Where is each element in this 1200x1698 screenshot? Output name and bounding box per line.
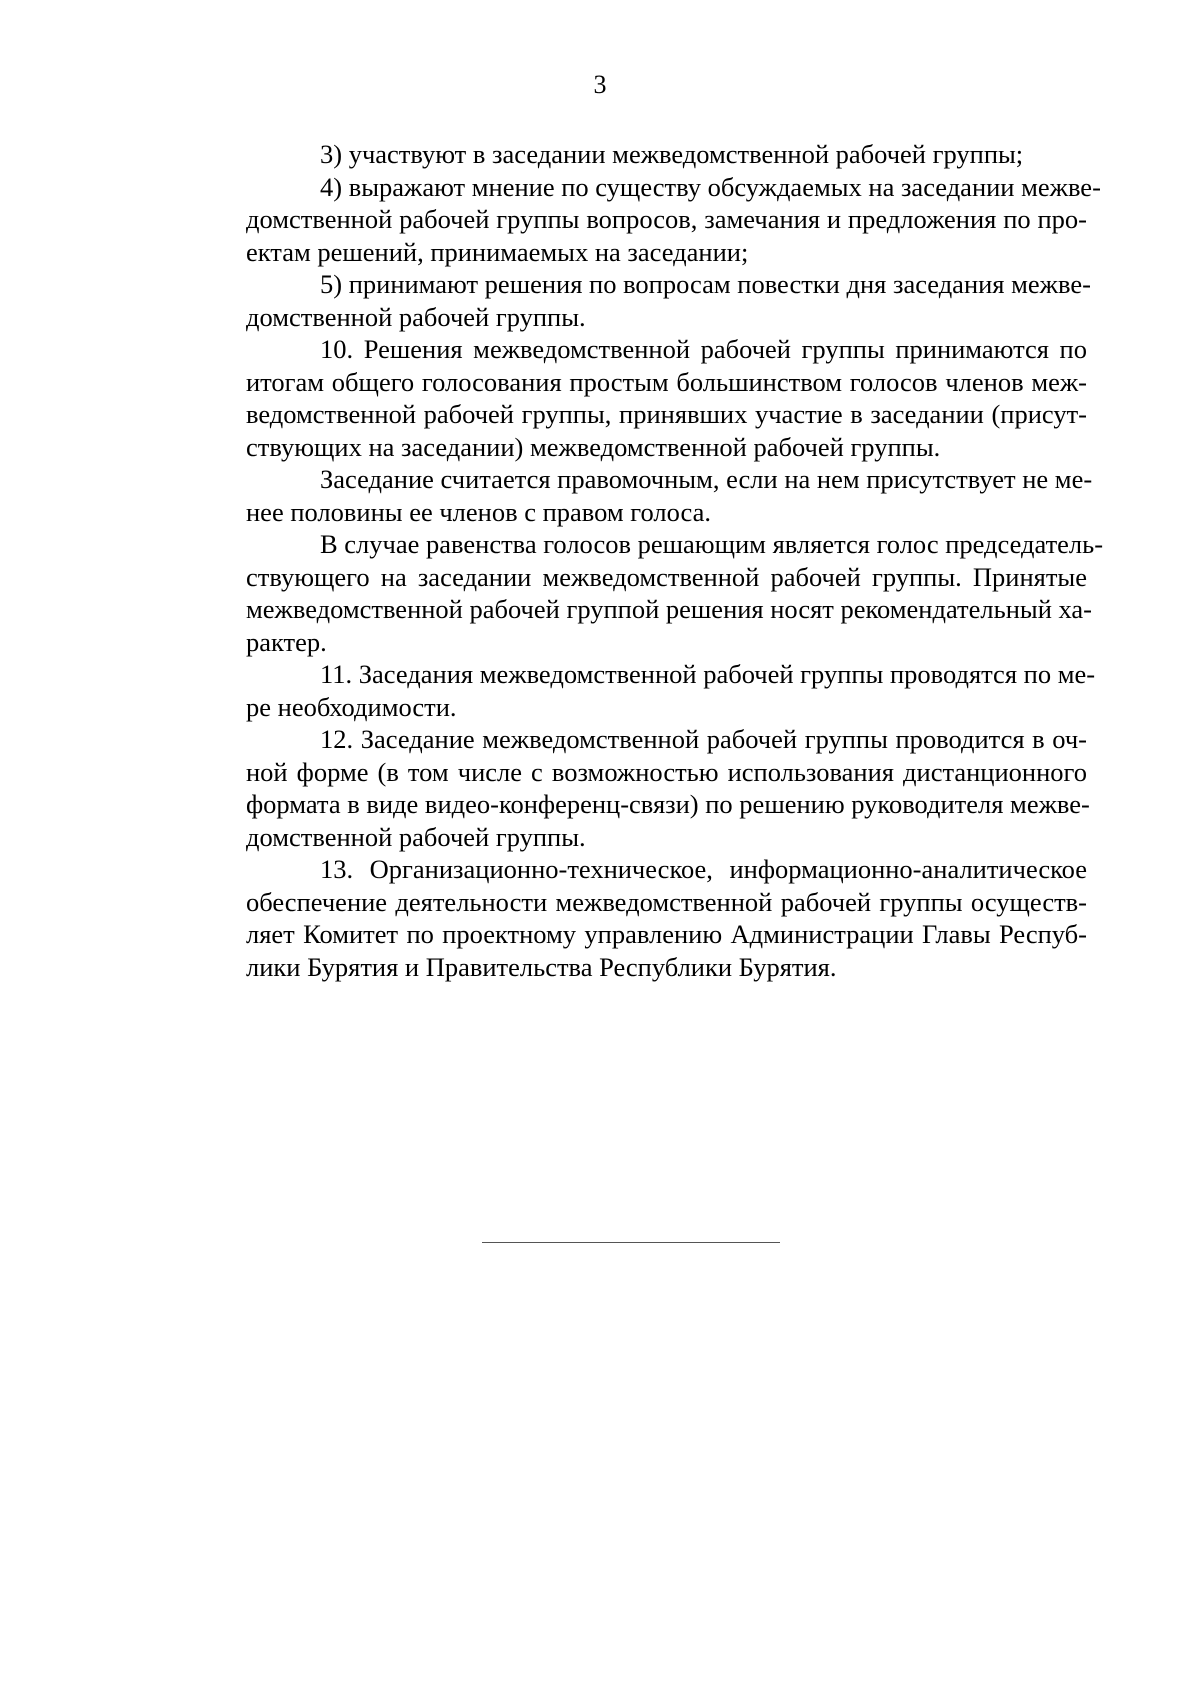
paragraph bbox=[172, 528, 1104, 658]
text-line: 12. Заседание межведомственной рабочей группы проводится в оч- bbox=[320, 724, 1087, 754]
document-body bbox=[172, 138, 1104, 983]
text-line: 4) выражают мнение по существу обсуждаемых на заседании межве- bbox=[320, 171, 1101, 202]
text-line: 11. Заседания межведомственной рабочей группы проводятся по ме- bbox=[320, 659, 1096, 689]
paragraph bbox=[172, 463, 1093, 528]
text-line: В случае равенства голосов решающим является голос председатель- bbox=[320, 529, 1104, 559]
text-line: 3) участвуют в заседании межведомственной рабочей группы; bbox=[320, 139, 1024, 169]
end-separator-line bbox=[482, 1242, 780, 1243]
text-line: межведомственной рабочей группой решения носят рекомендательный ха- bbox=[246, 594, 1092, 624]
text-line: 13. Организационно-техническое, информационно-аналитическое bbox=[320, 854, 1087, 884]
text-line: ствующих на заседании) межведомственной рабочей группы. bbox=[246, 431, 941, 462]
text-line: обеспечение деятельности межведомственной рабочей группы осуществ- bbox=[246, 886, 1087, 917]
paragraph bbox=[172, 268, 1091, 333]
paragraph bbox=[172, 138, 1087, 171]
paragraph bbox=[172, 723, 1090, 853]
text-line: Заседание считается правомочным, если на нем присутствует не ме- bbox=[320, 464, 1093, 494]
text-line: ведомственной рабочей группы, принявших участие в заседании (присут- bbox=[246, 399, 1087, 429]
text-line: рактер. bbox=[246, 626, 327, 657]
text-line: ствующего на заседании межведомственной рабочей группы. Принятые bbox=[246, 561, 1087, 592]
text-line: лики Бурятия и Правительства Республики Бурятия. bbox=[246, 951, 837, 982]
text-line: 10. Решения межведомственной рабочей группы принимаются по bbox=[320, 334, 1087, 364]
text-line: формата в виде видео-конференц-связи) по решению руководителя межве- bbox=[246, 789, 1090, 819]
paragraph bbox=[172, 171, 1101, 269]
text-line: нее половины ее членов с правом голоса. bbox=[246, 496, 711, 527]
text-line: 5) принимают решения по вопросам повестки дня заседания межве- bbox=[320, 269, 1091, 299]
text-line: ной форме (в том числе с возможностью использования дистанционного bbox=[246, 756, 1087, 787]
text-line: ектам решений, принимаемых на заседании; bbox=[246, 236, 749, 267]
paragraph bbox=[172, 853, 1087, 983]
text-line: ре необходимости. bbox=[246, 691, 457, 722]
paragraph bbox=[172, 333, 1087, 463]
text-line: домственной рабочей группы. bbox=[246, 821, 586, 852]
text-line: итогам общего голосования простым большинством голосов членов меж- bbox=[246, 366, 1087, 397]
page-number: 3 bbox=[593, 70, 607, 99]
text-line: домственной рабочей группы. bbox=[246, 301, 586, 332]
text-line: ляет Комитет по проектному управлению Администрации Главы Респуб- bbox=[246, 919, 1087, 949]
paragraph bbox=[172, 658, 1096, 723]
text-line: домственной рабочей группы вопросов, замечания и предложения по про- bbox=[246, 204, 1087, 234]
